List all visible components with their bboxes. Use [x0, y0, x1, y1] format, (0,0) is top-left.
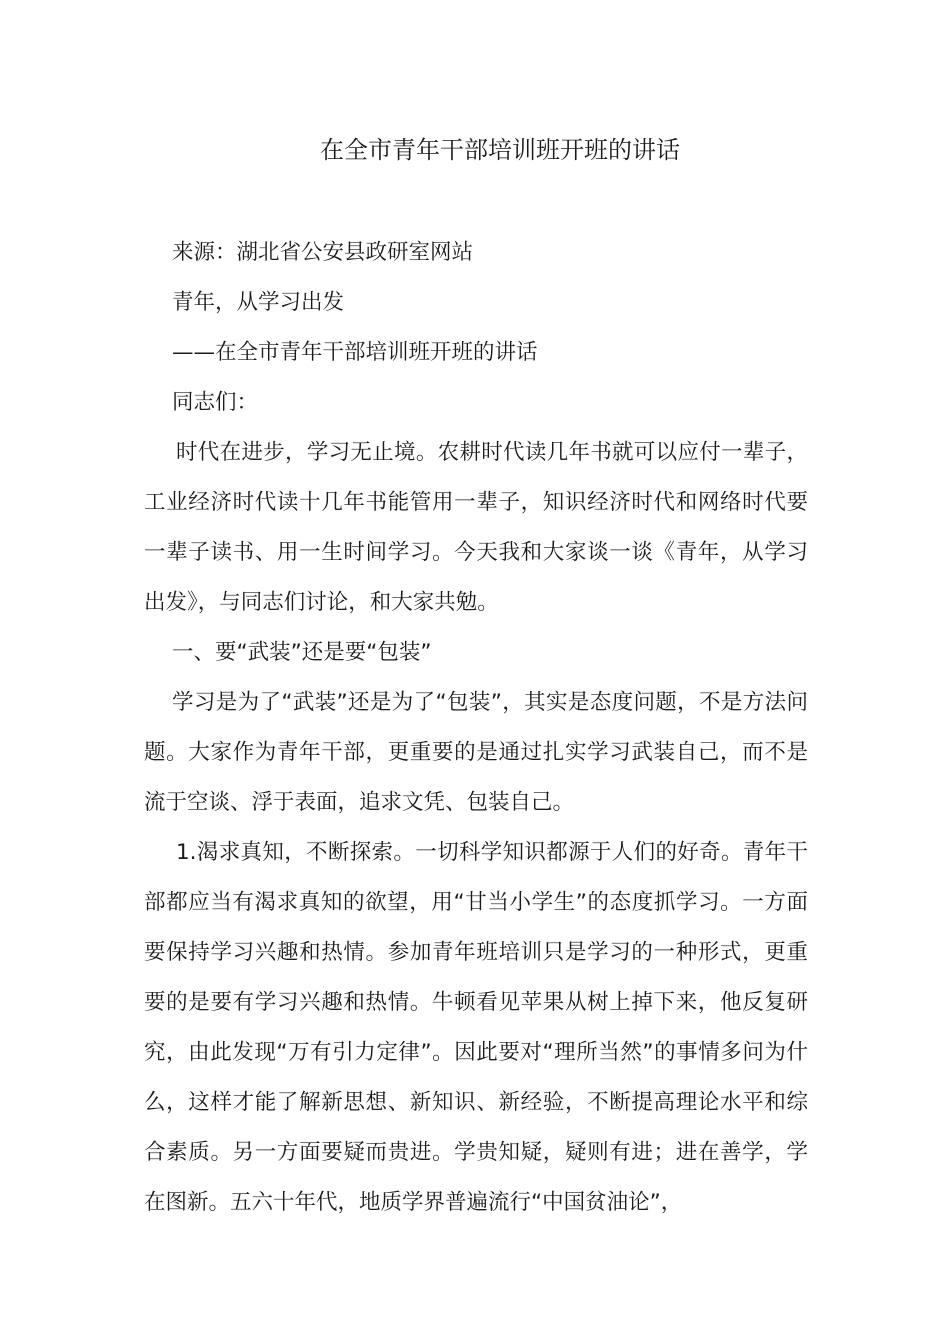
body-paragraph: 时代在进步，学习无止境。农耕时代读几年书就可以应付一辈子，工业经济时代读十几年书能管用一辈子，知识经济时代和网络时代要一辈子读书、用一生时间学习。今天我和大家谈一谈《青年，从学习出发》，与同志们讨论，和大家共勉。: [144, 440, 808, 615]
section-heading: 一、要“武装”还是要“包装”: [172, 640, 432, 665]
speech-subheading: ——在全市青年干部培训班开班的讲话: [172, 340, 538, 365]
salutation: 同志们：: [172, 390, 259, 415]
document-body: [144, 228, 808, 1228]
body-paragraph: 1.渴求真知，不断探索。一切科学知识都源于人们的好奇。青年干部都应当有渴求真知的欲望，用“甘当小学生”的态度抓学习。一方面要保持学习兴趣和热情。参加青年班培训只是学习的一种形式，更重要的是要有学习兴趣和热情。牛顿看见苹果从树上掉下来，他反复研究，由此发现“万有引力定律”。因此要对“理所当然”的事情多问为什么，这样才能了解新思想、新知识、新经验，不断提高理论水平和综合素质。另一方面要疑而贵进。学贵知疑，疑则有进；进在善学，学在图新。五六十年代，地质学界普遍流行“中国贫油论”，: [144, 840, 808, 1215]
source-line: 来源：湖北省公安县政研室网站: [172, 240, 474, 265]
body-paragraph: 学习是为了“武装”还是为了“包装”，其实是态度问题，不是方法问题。大家作为青年干部，更重要的是通过扎实学习武装自己，而不是流于空谈、浮于表面，追求文凭、包装自己。: [144, 690, 808, 815]
document-title: 在全市青年干部培训班开班的讲话: [320, 136, 680, 164]
speech-heading: 青年，从学习出发: [172, 290, 345, 315]
